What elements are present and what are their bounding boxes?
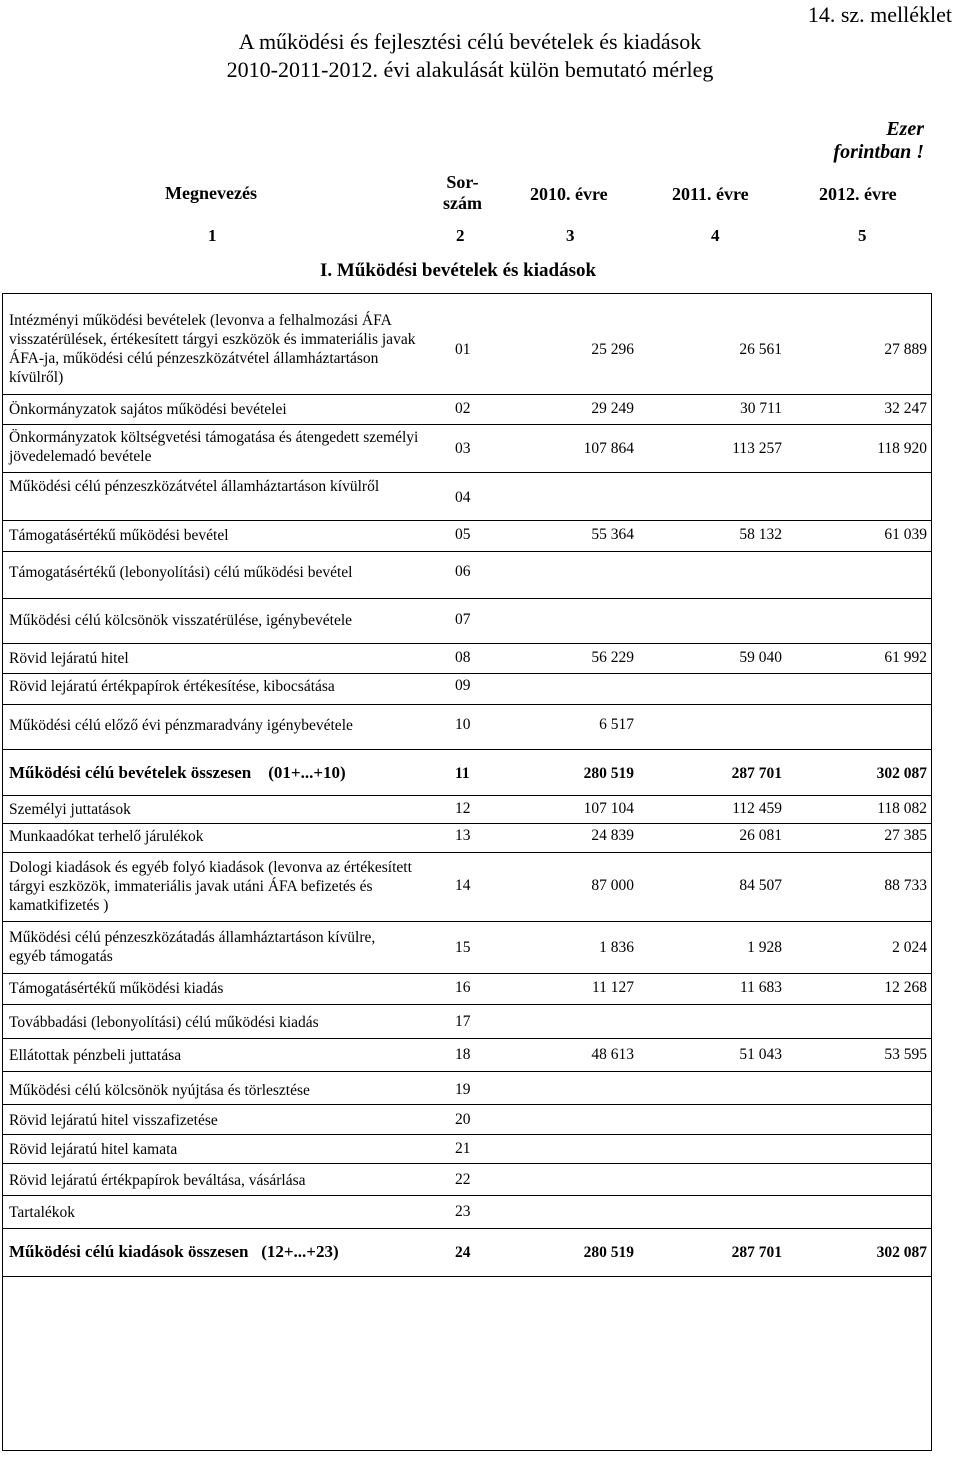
value-2011: 30 711 <box>739 400 782 417</box>
value-2011: 59 040 <box>739 649 782 666</box>
value-2010: 1 836 <box>599 939 634 956</box>
row-divider <box>2 1163 932 1164</box>
value-2011: 113 257 <box>732 440 782 457</box>
value-2011: 51 043 <box>739 1046 782 1063</box>
value-2011: 26 081 <box>739 827 782 844</box>
row-divider <box>2 852 932 853</box>
column-number-2: 2 <box>456 226 465 245</box>
value-2010: 107 864 <box>583 440 634 457</box>
value-2010: 29 249 <box>591 400 634 417</box>
row-label: Tartalékok <box>9 1204 76 1221</box>
row-divider <box>2 1038 932 1039</box>
row-code: 20 <box>455 1111 471 1128</box>
value-2012: 61 039 <box>884 526 927 543</box>
unit-note-line1: Ezer <box>886 118 924 140</box>
row-label: Működési célú bevételek összesen (01+...+10) <box>9 763 346 782</box>
row-code: 21 <box>455 1140 471 1157</box>
row-code: 14 <box>455 877 471 894</box>
row-label: Ellátottak pénzbeli juttatása <box>9 1047 182 1064</box>
row-label: Rövid lejáratú hitel visszafizetése <box>9 1112 218 1129</box>
row-label: Működési célú kölcsönök visszatérülése, igénybevétele <box>9 612 353 629</box>
value-2010: 107 104 <box>583 800 634 817</box>
row-label: Önkormányzatok költségvetési támogatása és átengedett személyi jövedelemadó bevétele <box>9 429 419 465</box>
value-2011: 26 561 <box>739 341 782 358</box>
row-divider <box>2 1228 932 1229</box>
value-2012: 88 733 <box>884 877 927 894</box>
row-divider <box>2 823 932 824</box>
row-label: Személyi juttatások <box>9 801 131 818</box>
row-label: Működési célú pénzeszközátvétel államháztartáson kívülről <box>9 478 380 495</box>
value-2012: 32 247 <box>884 400 927 417</box>
value-2012: 118 920 <box>877 440 927 457</box>
row-code: 05 <box>455 526 471 543</box>
row-code: 10 <box>455 716 471 733</box>
value-2011: 287 701 <box>731 1244 782 1261</box>
value-2011: 58 132 <box>739 526 782 543</box>
row-label: Önkormányzatok sajátos működési bevételei <box>9 401 287 418</box>
row-label: Munkaadókat terhelő járulékok <box>9 828 204 845</box>
value-2012: 12 268 <box>884 979 927 996</box>
value-2010: 280 519 <box>583 1244 634 1261</box>
section-title: I. Működési bevételek és kiadások <box>320 260 597 281</box>
row-divider <box>2 1195 932 1196</box>
value-2012: 2 024 <box>892 939 927 956</box>
value-2012: 53 595 <box>884 1046 927 1063</box>
value-2010: 87 000 <box>591 877 634 894</box>
row-divider <box>2 598 932 599</box>
row-divider <box>2 394 932 395</box>
row-code: 22 <box>455 1171 471 1188</box>
row-label: Rövid lejáratú hitel <box>9 650 129 667</box>
row-divider <box>2 1071 932 1072</box>
column-header-2012: 2012. évre <box>819 184 897 204</box>
row-code: 16 <box>455 979 471 996</box>
row-divider <box>2 673 932 674</box>
row-divider <box>2 643 932 644</box>
unit-note-line2: forintban ! <box>833 141 924 163</box>
row-label: Működési célú kiadások összesen (12+...+23) <box>9 1242 339 1261</box>
value-2011: 11 683 <box>739 979 782 996</box>
column-header-2010: 2010. évre <box>530 184 608 204</box>
value-2010: 280 519 <box>583 765 634 782</box>
value-2010: 6 517 <box>599 716 634 733</box>
row-code: 11 <box>455 765 470 782</box>
row-code: 07 <box>455 611 471 628</box>
column-header-code <box>443 172 482 214</box>
row-divider <box>2 749 932 750</box>
row-code: 23 <box>455 1203 471 1220</box>
row-code: 01 <box>455 341 471 358</box>
row-code: 04 <box>455 489 471 506</box>
row-code: 06 <box>455 563 471 580</box>
value-2012: 302 087 <box>876 1244 927 1261</box>
row-code: 09 <box>455 677 471 694</box>
row-divider <box>2 973 932 974</box>
row-label: Működési célú kölcsönök nyújtása és törlesztése <box>9 1082 310 1099</box>
row-label: Támogatásértékű működési bevétel <box>9 527 229 544</box>
report-title-line2: 2010-2011-2012. évi alakulását külön bemutató mérleg <box>226 57 714 82</box>
column-header-code-line1: Sor- <box>446 172 479 192</box>
value-2010: 24 839 <box>591 827 634 844</box>
row-divider <box>2 520 932 521</box>
row-code: 13 <box>455 827 471 844</box>
value-2011: 84 507 <box>739 877 782 894</box>
row-label: Működési célú előző évi pénzmaradvány igénybevétele <box>9 717 353 734</box>
value-2012: 118 082 <box>877 800 927 817</box>
value-2012: 27 385 <box>884 827 927 844</box>
row-code: 12 <box>455 800 471 817</box>
row-divider <box>2 921 932 922</box>
value-2012: 27 889 <box>884 341 927 358</box>
row-label: Támogatásértékű működési kiadás <box>9 980 224 997</box>
column-header-2011: 2011. évre <box>672 184 749 204</box>
row-label: Működési célú pénzeszközátadás államháztartáson kívülre, egyéb támogatás <box>9 929 376 965</box>
value-2011: 112 459 <box>732 800 782 817</box>
row-code: 17 <box>455 1013 471 1030</box>
row-divider <box>2 1134 932 1135</box>
row-divider <box>2 1276 932 1277</box>
row-code: 08 <box>455 649 471 666</box>
row-code: 19 <box>455 1081 471 1098</box>
row-code: 03 <box>455 440 471 457</box>
value-2010: 56 229 <box>591 649 634 666</box>
column-number-5: 5 <box>858 226 867 245</box>
row-code: 02 <box>455 400 471 417</box>
row-code: 24 <box>455 1244 471 1261</box>
row-label: Rövid lejáratú hitel kamata <box>9 1141 178 1158</box>
value-2011: 1 928 <box>747 939 782 956</box>
row-divider <box>2 472 932 473</box>
value-2010: 11 127 <box>591 979 634 996</box>
row-label: Továbbadási (lebonyolítási) célú működési kiadás <box>9 1014 319 1031</box>
row-code: 15 <box>455 939 471 956</box>
row-divider <box>2 795 932 796</box>
row-label: Rövid lejáratú értékpapírok értékesítése, kibocsátása <box>9 678 335 695</box>
value-2012: 302 087 <box>876 765 927 782</box>
value-2010: 25 296 <box>591 341 634 358</box>
row-divider <box>2 424 932 425</box>
row-label: Támogatásértékű (lebonyolítási) célú működési bevétel <box>9 564 353 581</box>
column-header-code-line2: szám <box>443 193 482 213</box>
value-2012: 61 992 <box>884 649 927 666</box>
row-label: Dologi kiadások és egyéb folyó kiadások (levonva az értékesített tárgyi eszközök, immateriális javak utáni ÁFA befizetés és kamatkifizetés ) <box>9 859 412 914</box>
value-2010: 55 364 <box>591 526 634 543</box>
value-2011: 287 701 <box>731 765 782 782</box>
row-label: Intézményi működési bevételek (levonva a felhalmozási ÁFA visszatérülések, értékesített tárgyi eszközök és immateriális javak ÁFA-ja, működési célú pénzeszközátvétel államháztartáson kívülről) <box>9 312 416 386</box>
annex-label: 14. sz. melléklet <box>807 2 952 27</box>
column-number-4: 4 <box>711 226 720 245</box>
row-code: 18 <box>455 1046 471 1063</box>
row-divider <box>2 1104 932 1105</box>
report-title-line1: A működési és fejlesztési célú bevételek és kiadások <box>238 29 702 54</box>
row-label: Rövid lejáratú értékpapírok beváltása, vásárlása <box>9 1172 306 1189</box>
column-header-name: Megnevezés <box>165 183 257 203</box>
row-divider <box>2 704 932 705</box>
unit-note <box>833 118 924 164</box>
value-2010: 48 613 <box>591 1046 634 1063</box>
column-number-3: 3 <box>566 226 575 245</box>
row-divider <box>2 1004 932 1005</box>
column-number-1: 1 <box>208 226 217 245</box>
row-divider <box>2 551 932 552</box>
